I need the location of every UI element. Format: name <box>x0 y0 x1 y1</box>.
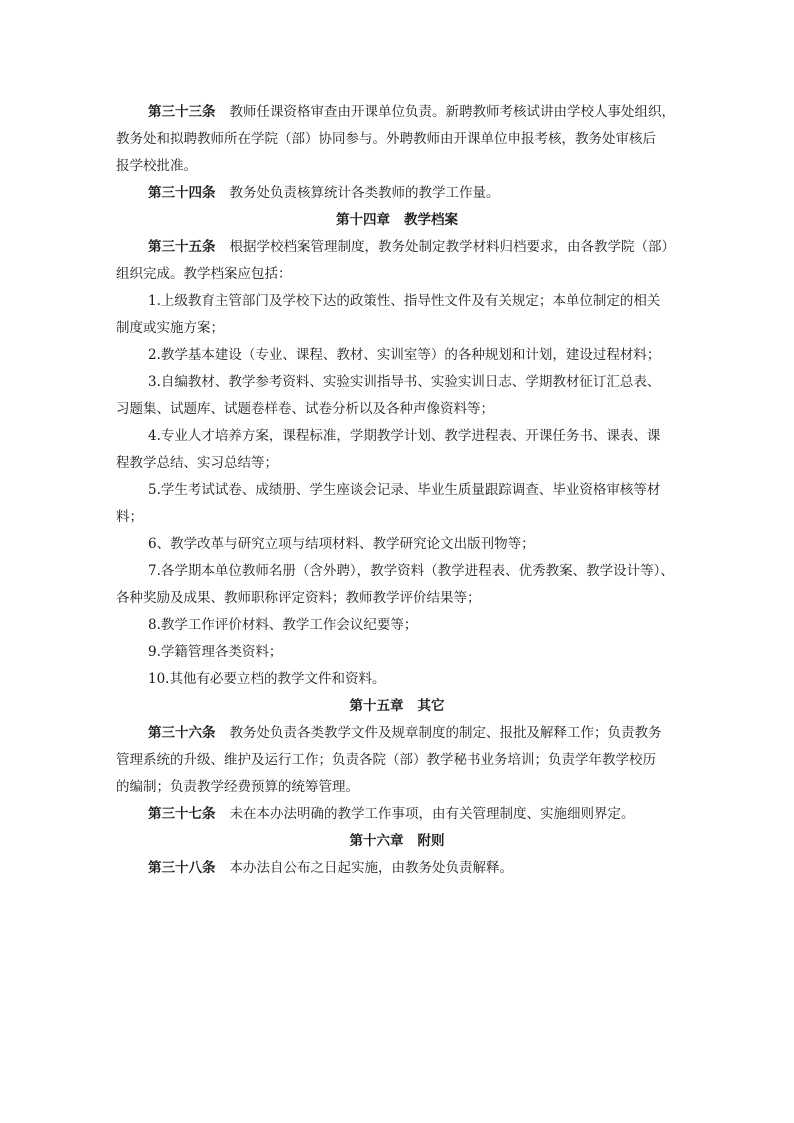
article-34-line-1 <box>148 184 678 202</box>
item-1-line-1: 1.上级教育主管部门及学校下达的政策性、指导性文件及有关规定；本单位制定的相关 <box>148 293 661 309</box>
article-text: 教师任课资格审查由开课单位负责。新聘教师考核试讲由学校人事处组织， <box>229 104 675 120</box>
item-7-line-2: 各种奖励及成果、教师职称评定资料；教师教学评价结果等； <box>116 590 481 606</box>
article-text: 教务处负责各类教学文件及规章制度的制定、报批及解释工作；负责教务 <box>229 725 662 741</box>
article-text: 本办法自公布之日起实施，由教务处负责解释。 <box>229 860 513 876</box>
item-2-line-1: 2.教学基本建设（专业、课程、教材、实训室等）的各种规划和计划，建设过程材料； <box>148 347 661 363</box>
item-8-line-1: 8.教学工作评价材料、教学工作会议纪要等； <box>148 617 418 633</box>
item-10-line-1: 10.其他有必要立档的教学文件和资料。 <box>148 671 386 687</box>
item-3-line-1: 3.自编教材、教学参考资料、实验实训指导书、实验实训日志、学期教材征订汇总表、 <box>148 374 661 390</box>
chapter-number: 第十六章 <box>349 833 404 849</box>
article-38-line-1 <box>148 859 678 877</box>
article-37-line-1 <box>148 805 678 823</box>
article-text: 根据学校档案管理制度，教务处制定教学材料归档要求，由各教学院（部） <box>229 239 675 255</box>
article-36-line-3: 的编制；负责教学经费预算的统筹管理。 <box>116 779 359 795</box>
article-label: 第三十五条 <box>148 239 216 255</box>
article-33-line-2: 教务处和拟聘教师所在学院（部）协同参与。外聘教师由开课单位申报考核，教务处审核后 <box>116 131 656 147</box>
item-6-line-1: 6、教学改革与研究立项与结项材料、教学研究论文出版刊物等； <box>148 536 535 552</box>
article-33-line-3: 报学校批准。 <box>116 158 197 174</box>
article-text: 未在本办法明确的教学工作事项，由有关管理制度、实施细则界定。 <box>229 806 635 822</box>
chapter-14-heading <box>0 211 794 229</box>
article-label: 第三十七条 <box>148 806 216 822</box>
chapter-number: 第十四章 <box>336 212 390 228</box>
chapter-title: 其它 <box>417 698 445 714</box>
article-35-line-1 <box>148 238 678 256</box>
item-4-line-1: 4.专业人才培养方案，课程标准，学期教学计划、教学进程表、开课任务书、课表、课 <box>148 428 661 444</box>
article-36-line-2: 管理系统的升级、维护及运行工作；负责各院（部）教学秘书业务培训；负责学年教学校历 <box>116 752 656 768</box>
item-5-line-2: 料； <box>116 509 143 525</box>
item-5-line-1: 5.学生考试试卷、成绩册、学生座谈会记录、毕业生质量跟踪调查、毕业资格审核等材 <box>148 482 661 498</box>
chapter-title: 附则 <box>417 833 445 849</box>
chapter-16-heading <box>0 832 794 850</box>
article-35-line-2: 组织完成。教学档案应包括： <box>116 266 292 282</box>
chapter-15-heading <box>0 697 794 715</box>
article-label: 第三十八条 <box>148 860 216 876</box>
item-1-line-2: 制度或实施方案； <box>116 320 224 336</box>
article-label: 第三十三条 <box>148 104 216 120</box>
item-9-line-1: 9.学籍管理各类资料； <box>148 644 283 660</box>
article-label: 第三十六条 <box>148 725 216 741</box>
article-text: 教务处负责核算统计各类教师的教学工作量。 <box>229 185 500 201</box>
article-33-line-1 <box>148 103 678 121</box>
item-3-line-2: 习题集、试题库、试题卷样卷、试卷分析以及各种声像资料等； <box>116 401 494 417</box>
chapter-number: 第十五章 <box>349 698 404 714</box>
chapter-title: 教学档案 <box>404 212 458 228</box>
item-4-line-2: 程教学总结、实习总结等； <box>116 455 278 471</box>
article-36-line-1 <box>148 724 678 742</box>
article-label: 第三十四条 <box>148 185 216 201</box>
item-7-line-1: 7.各学期本单位教师名册（含外聘），教学资料（教学进程表、优秀教案、教学设计等）、 <box>148 563 674 579</box>
